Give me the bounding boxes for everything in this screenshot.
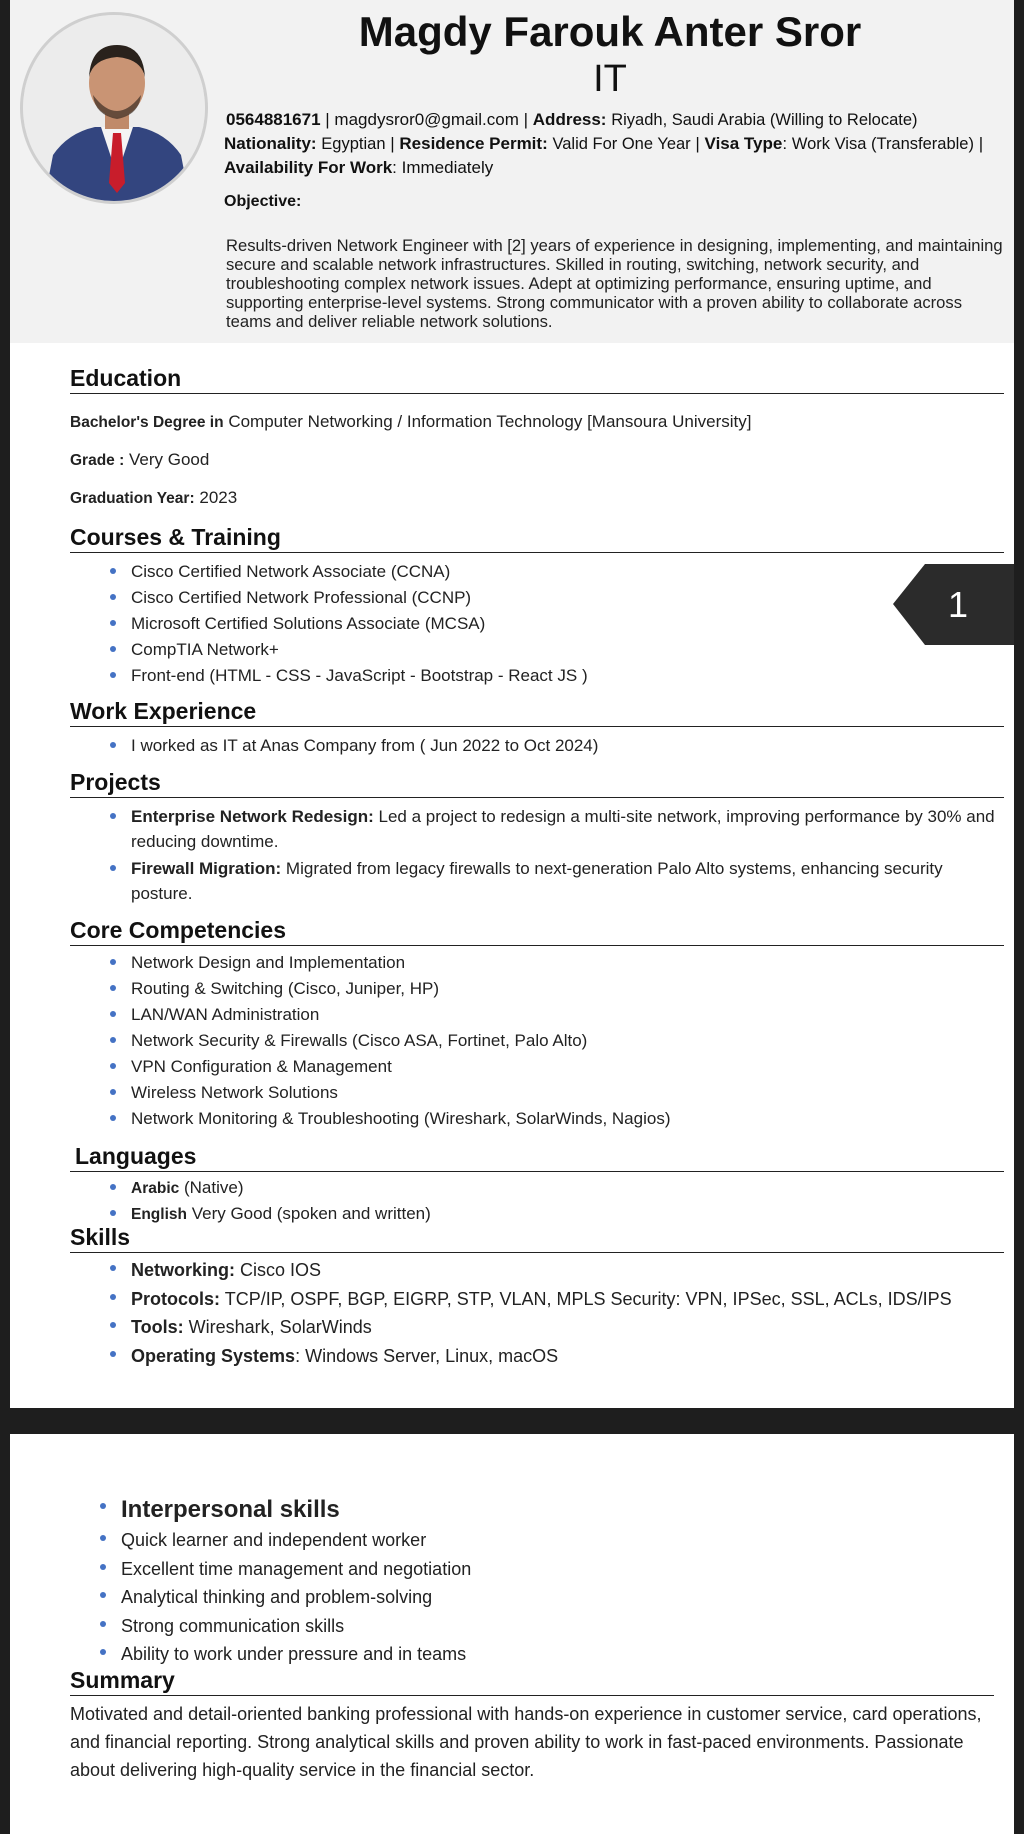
list-item — [110, 856, 1000, 906]
project-title: Enterprise Network Redesign: — [131, 807, 374, 826]
grade-label: Grade : — [70, 452, 125, 469]
list-item: Ability to work under pressure and in teams — [100, 1640, 471, 1669]
interpersonal-list — [100, 1494, 471, 1669]
languages-list — [110, 1175, 431, 1227]
skill-label: Protocols: — [131, 1288, 221, 1309]
skill-label: Tools: — [131, 1317, 184, 1337]
profile-photo — [20, 12, 208, 204]
list-item: Routing & Switching (Cisco, Juniper, HP) — [110, 976, 670, 1002]
courses-list — [110, 559, 588, 689]
languages-heading: Languages — [70, 1143, 1004, 1172]
candidate-name: Magdy Farouk Anter Sror — [358, 8, 862, 55]
education-graduation — [70, 488, 237, 508]
list-item: Wireless Network Solutions — [110, 1080, 670, 1106]
competencies-list — [110, 950, 670, 1132]
address-value: Riyadh, Saudi Arabia (Willing to Relocate) — [611, 111, 918, 129]
list-item — [110, 804, 1000, 854]
list-item: Strong communication skills — [100, 1612, 471, 1641]
residence-label: Residence Permit: — [399, 134, 548, 153]
objective-heading: Objective: — [224, 193, 302, 210]
list-item: Operating Systems: Windows Server, Linux, macOS — [110, 1342, 952, 1371]
objective-text: Results-driven Network Engineer with [2] years of experience in designing, implementing, and maintaining secure and scalable network infrastructures. Skilled in routing, switching, network security, and troubleshooting complex network issues. Adept at optimizing performance, ensuring uptime, and supporting enterprise-level systems. Strong communicator with a proven ability to collaborate across teams and deliver reliable network solutions. — [226, 236, 1003, 331]
summary-heading: Summary — [70, 1667, 994, 1696]
project-text: Migrated from legacy firewalls to next-generation Palo Alto systems, enhancing security posture. — [131, 859, 943, 903]
grade-value: Very Good — [129, 450, 210, 469]
nationality-label: Nationality: — [224, 134, 317, 153]
phone-number: 0564881671 — [226, 110, 321, 129]
degree-label: Bachelor's Degree in — [70, 414, 224, 431]
work-list — [110, 733, 598, 759]
nationality-value: Egyptian — [321, 135, 386, 153]
projects-heading: Projects — [70, 769, 1004, 798]
language-level: (Native) — [183, 1178, 244, 1197]
list-item: Cisco Certified Network Professional (CCNP) — [110, 585, 588, 611]
page-number: 1 — [947, 584, 969, 625]
availability-value: Immediately — [401, 158, 494, 177]
contact-line-1: 0564881671 | magdysror0@gmail.com | Address: Riyadh, Saudi Arabia (Willing to Relocate) — [226, 110, 918, 129]
education-degree — [70, 412, 751, 432]
list-item: Network Monitoring & Troubleshooting (Wireshark, SolarWinds, Nagios) — [110, 1106, 670, 1132]
skill-label: Operating Systems — [131, 1345, 296, 1366]
skill-value: Wireshark, SolarWinds — [188, 1317, 372, 1337]
interpersonal-heading: Interpersonal skills — [100, 1494, 471, 1526]
resume-page-1 — [10, 0, 1014, 1408]
competencies-heading: Core Competencies — [70, 917, 1004, 946]
contact-line-3: Availability For Work: Immediately — [224, 158, 494, 177]
degree-value: Computer Networking / Information Technology [Mansoura University] — [228, 412, 752, 431]
list-item — [110, 1175, 431, 1201]
visa-value: Work Visa (Transferable) — [791, 135, 974, 153]
skills-list — [110, 1256, 952, 1370]
list-item — [110, 1256, 952, 1285]
address-label: Address: — [532, 110, 607, 129]
list-item: LAN/WAN Administration — [110, 1002, 670, 1028]
courses-heading: Courses & Training — [70, 524, 1004, 553]
visa-label: Visa Type — [704, 134, 783, 153]
language-name: English — [131, 1206, 187, 1223]
candidate-role: IT — [593, 58, 627, 100]
list-item: Microsoft Certified Solutions Associate (MCSA) — [110, 611, 588, 637]
availability-label: Availability For Work — [224, 158, 393, 177]
list-item: Quick learner and independent worker — [100, 1526, 471, 1555]
list-item: VPN Configuration & Management — [110, 1054, 670, 1080]
graduation-value: 2023 — [199, 488, 238, 507]
skill-label: Networking: — [131, 1260, 236, 1280]
list-item: Cisco Certified Network Associate (CCNA) — [110, 559, 588, 585]
list-item: Network Design and Implementation — [110, 950, 670, 976]
header-band — [10, 0, 1014, 343]
education-heading: Education — [70, 365, 1004, 394]
contact-line-2: Nationality: Egyptian | Residence Permit: Valid For One Year | Visa Type: Work Visa (Transferable) | — [224, 134, 984, 153]
list-item: Excellent time management and negotiation — [100, 1555, 471, 1584]
project-text: Led a project to redesign a multi-site network, improving performance by 30% and reducing downtime. — [131, 807, 995, 851]
language-name: Arabic — [131, 1180, 180, 1197]
graduation-label: Graduation Year: — [70, 490, 195, 507]
skills-heading: Skills — [70, 1224, 1004, 1253]
skill-value: TCP/IP, OSPF, BGP, EIGRP, STP, VLAN, MPLS Security: VPN, IPSec, SSL, ACLs, IDS/IPS — [224, 1288, 952, 1309]
page-number-badge[interactable] — [893, 564, 1014, 645]
avatar-icon — [23, 15, 208, 204]
skill-value: Cisco IOS — [240, 1260, 322, 1280]
skill-value: Windows Server, Linux, macOS — [305, 1345, 559, 1366]
list-item: Analytical thinking and problem-solving — [100, 1583, 471, 1612]
list-item: Front-end (HTML - CSS - JavaScript - Bootstrap - React JS ) — [110, 663, 588, 689]
list-item — [110, 1285, 952, 1314]
email-link[interactable]: magdysror0@gmail.com — [334, 110, 519, 129]
list-item: I worked as IT at Anas Company from ( Jun 2022 to Oct 2024) — [110, 733, 598, 759]
list-item — [110, 1313, 952, 1342]
list-item: CompTIA Network+ — [110, 637, 588, 663]
projects-list — [110, 804, 1000, 906]
education-grade — [70, 450, 209, 470]
residence-value: Valid For One Year — [552, 135, 691, 153]
contact-block — [226, 108, 983, 179]
summary-text: Motivated and detail-oriented banking professional with hands-on experience in customer service, card operations, and financial reporting. Strong analytical skills and proven ability to work in fast-paced environments. Passionate about delivering high-quality service in the financial sector. — [70, 1704, 982, 1780]
work-heading: Work Experience — [70, 698, 1004, 727]
list-item: Network Security & Firewalls (Cisco ASA, Fortinet, Palo Alto) — [110, 1028, 670, 1054]
language-level: Very Good (spoken and written) — [191, 1204, 431, 1223]
project-title: Firewall Migration: — [131, 859, 282, 878]
